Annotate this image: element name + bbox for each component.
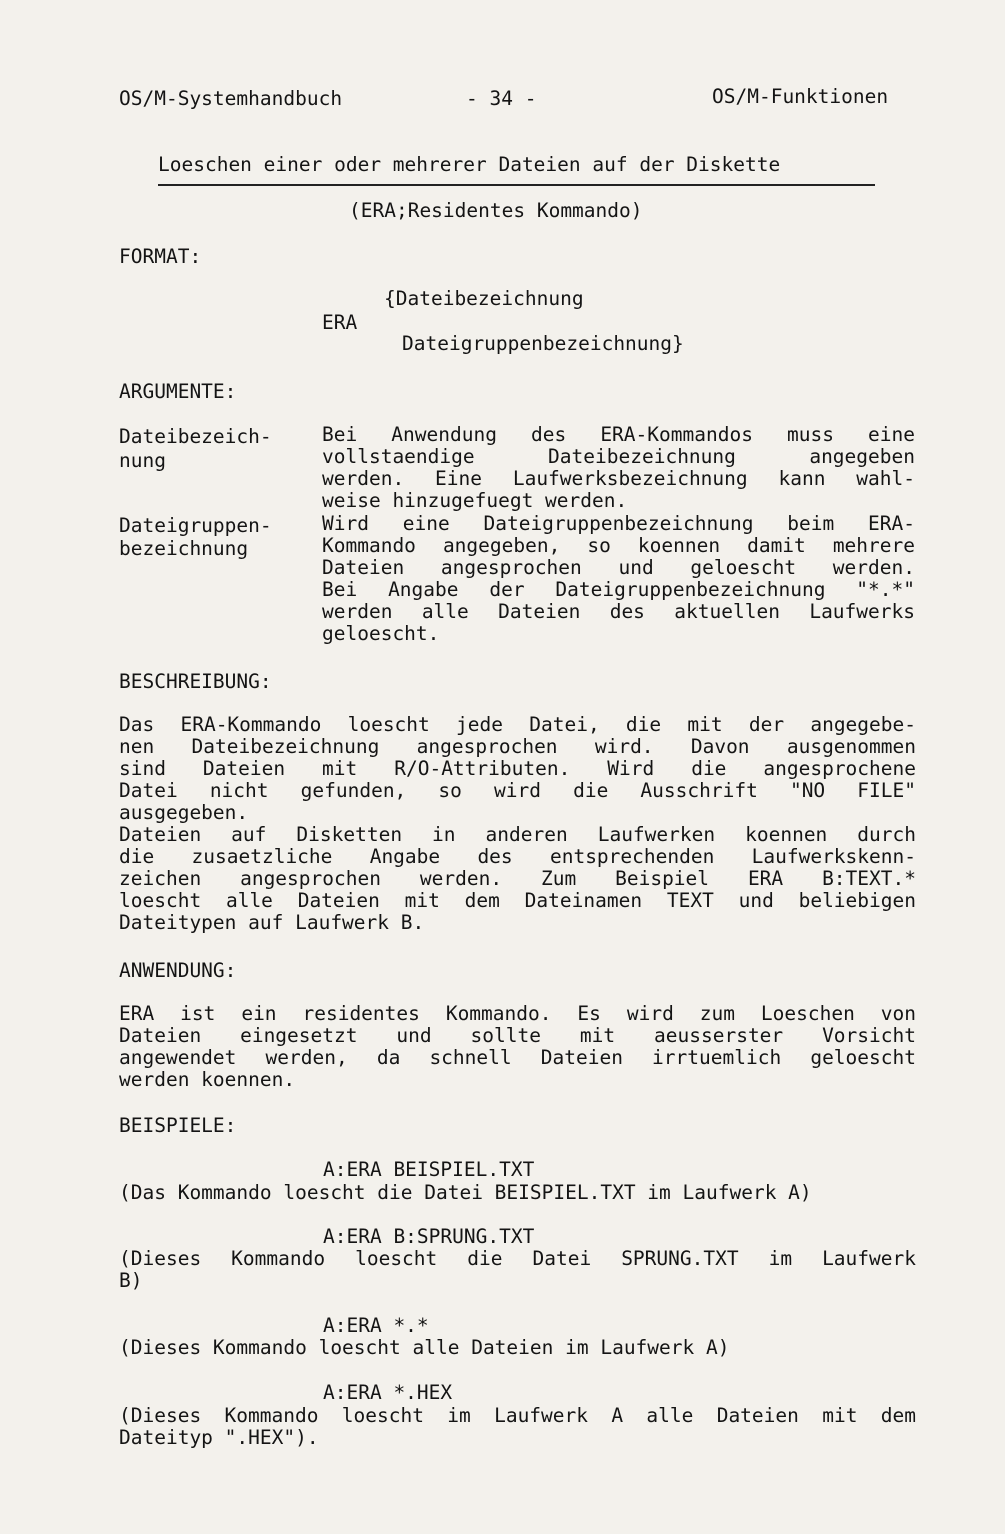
text-line: Bei Angabe der Dateigruppenbezeichnung "*.*" bbox=[322, 578, 915, 601]
title-rule bbox=[158, 184, 875, 186]
header-left: OS/M-Systemhandbuch bbox=[119, 87, 343, 110]
format-command: ERA bbox=[322, 311, 358, 334]
arg-description bbox=[322, 424, 915, 512]
text-line: Datei nicht gefunden, so wird die Ausschrift "NO FILE" bbox=[119, 779, 916, 802]
text-line: ausgegeben. bbox=[119, 801, 249, 824]
text-line: sind Dateien mit R/O-Attributen. Wird die angesprochene bbox=[119, 757, 916, 780]
anwendung-heading: ANWENDUNG: bbox=[119, 959, 237, 982]
arg-term-line: bezeichnung bbox=[119, 537, 249, 560]
example-description: (Das Kommando loescht die Datei BEISPIEL.TXT im Laufwerk A) bbox=[119, 1181, 812, 1204]
text-line: zeichen angesprochen werden. Zum Beispiel ERA B:TEXT.* bbox=[119, 867, 916, 890]
text-line: werden koennen. bbox=[119, 1068, 296, 1091]
text-line: angewendet werden, da schnell Dateien irrtuemlich geloescht bbox=[119, 1046, 916, 1069]
beschreibung-heading: BESCHREIBUNG: bbox=[119, 670, 272, 693]
text-line: Bei Anwendung des ERA-Kommandos muss eine bbox=[322, 423, 915, 446]
text-line: loescht alle Dateien mit dem Dateinamen TEXT und beliebigen bbox=[119, 889, 916, 912]
example-description: (Dieses Kommando loescht alle Dateien im Laufwerk A) bbox=[119, 1336, 730, 1359]
example-description bbox=[119, 1248, 916, 1292]
text-line: weise hinzugefuegt werden. bbox=[322, 489, 628, 512]
section-subtitle: (ERA;Residentes Kommando) bbox=[349, 199, 643, 222]
beschreibung-text bbox=[119, 714, 916, 934]
text-line: Dateien auf Disketten in anderen Laufwerken koennen durch bbox=[119, 823, 916, 846]
arg-term-line: Dateibezeich- bbox=[119, 425, 272, 448]
format-heading: FORMAT: bbox=[119, 245, 202, 268]
format-brace-top: {Dateibezeichnung bbox=[384, 287, 584, 310]
text-line: Wird eine Dateigruppenbezeichnung beim ERA- bbox=[322, 512, 915, 535]
text-line: (Dieses Kommando loescht die Datei SPRUNG.TXT im Laufwerk bbox=[119, 1247, 916, 1270]
example-command: A:ERA B:SPRUNG.TXT bbox=[323, 1225, 535, 1248]
example-command: A:ERA BEISPIEL.TXT bbox=[323, 1158, 535, 1181]
text-line: werden. Eine Laufwerksbezeichnung kann wahl- bbox=[322, 467, 915, 490]
text-line: ERA ist ein residentes Kommando. Es wird zum Loeschen von bbox=[119, 1002, 916, 1025]
header-right: OS/M-Funktionen bbox=[712, 85, 889, 108]
example-description bbox=[119, 1405, 916, 1449]
page-number: - 34 - bbox=[466, 87, 537, 110]
section-title: Loeschen einer oder mehrerer Dateien auf der Diskette bbox=[158, 153, 781, 176]
text-line: geloescht. bbox=[322, 622, 440, 645]
text-line: nen Dateibezeichnung angesprochen wird. Davon ausgenommen bbox=[119, 735, 916, 758]
text-line: Kommando angegeben, so koennen damit mehrere bbox=[322, 534, 915, 557]
text-line: Dateityp ".HEX"). bbox=[119, 1426, 319, 1449]
text-line: vollstaendige Dateibezeichnung angegeben bbox=[322, 445, 915, 468]
anwendung-text bbox=[119, 1003, 916, 1091]
beispiele-heading: BEISPIELE: bbox=[119, 1114, 237, 1137]
arg-term-line: Dateigruppen- bbox=[119, 514, 272, 537]
arg-description bbox=[322, 513, 915, 645]
text-line: Dateitypen auf Laufwerk B. bbox=[119, 911, 425, 934]
text-line: Das ERA-Kommando loescht jede Datei, die mit der angegebe- bbox=[119, 713, 916, 736]
text-line: (Dieses Kommando loescht im Laufwerk A alle Dateien mit dem bbox=[119, 1404, 916, 1427]
example-command: A:ERA *.HEX bbox=[323, 1381, 453, 1404]
text-line: Dateien angesprochen und geloescht werden. bbox=[322, 556, 915, 579]
example-command: A:ERA *.* bbox=[323, 1314, 429, 1337]
text-line: B) bbox=[119, 1269, 143, 1292]
text-line: werden alle Dateien des aktuellen Laufwerks bbox=[322, 600, 915, 623]
text-line: die zusaetzliche Angabe des entsprechenden Laufwerkskenn- bbox=[119, 845, 916, 868]
format-brace-bottom: Dateigruppenbezeichnung} bbox=[402, 332, 684, 355]
text-line: Dateien eingesetzt und sollte mit aeusserster Vorsicht bbox=[119, 1024, 916, 1047]
argumente-heading: ARGUMENTE: bbox=[119, 380, 237, 403]
arg-term-line: nung bbox=[119, 449, 166, 472]
